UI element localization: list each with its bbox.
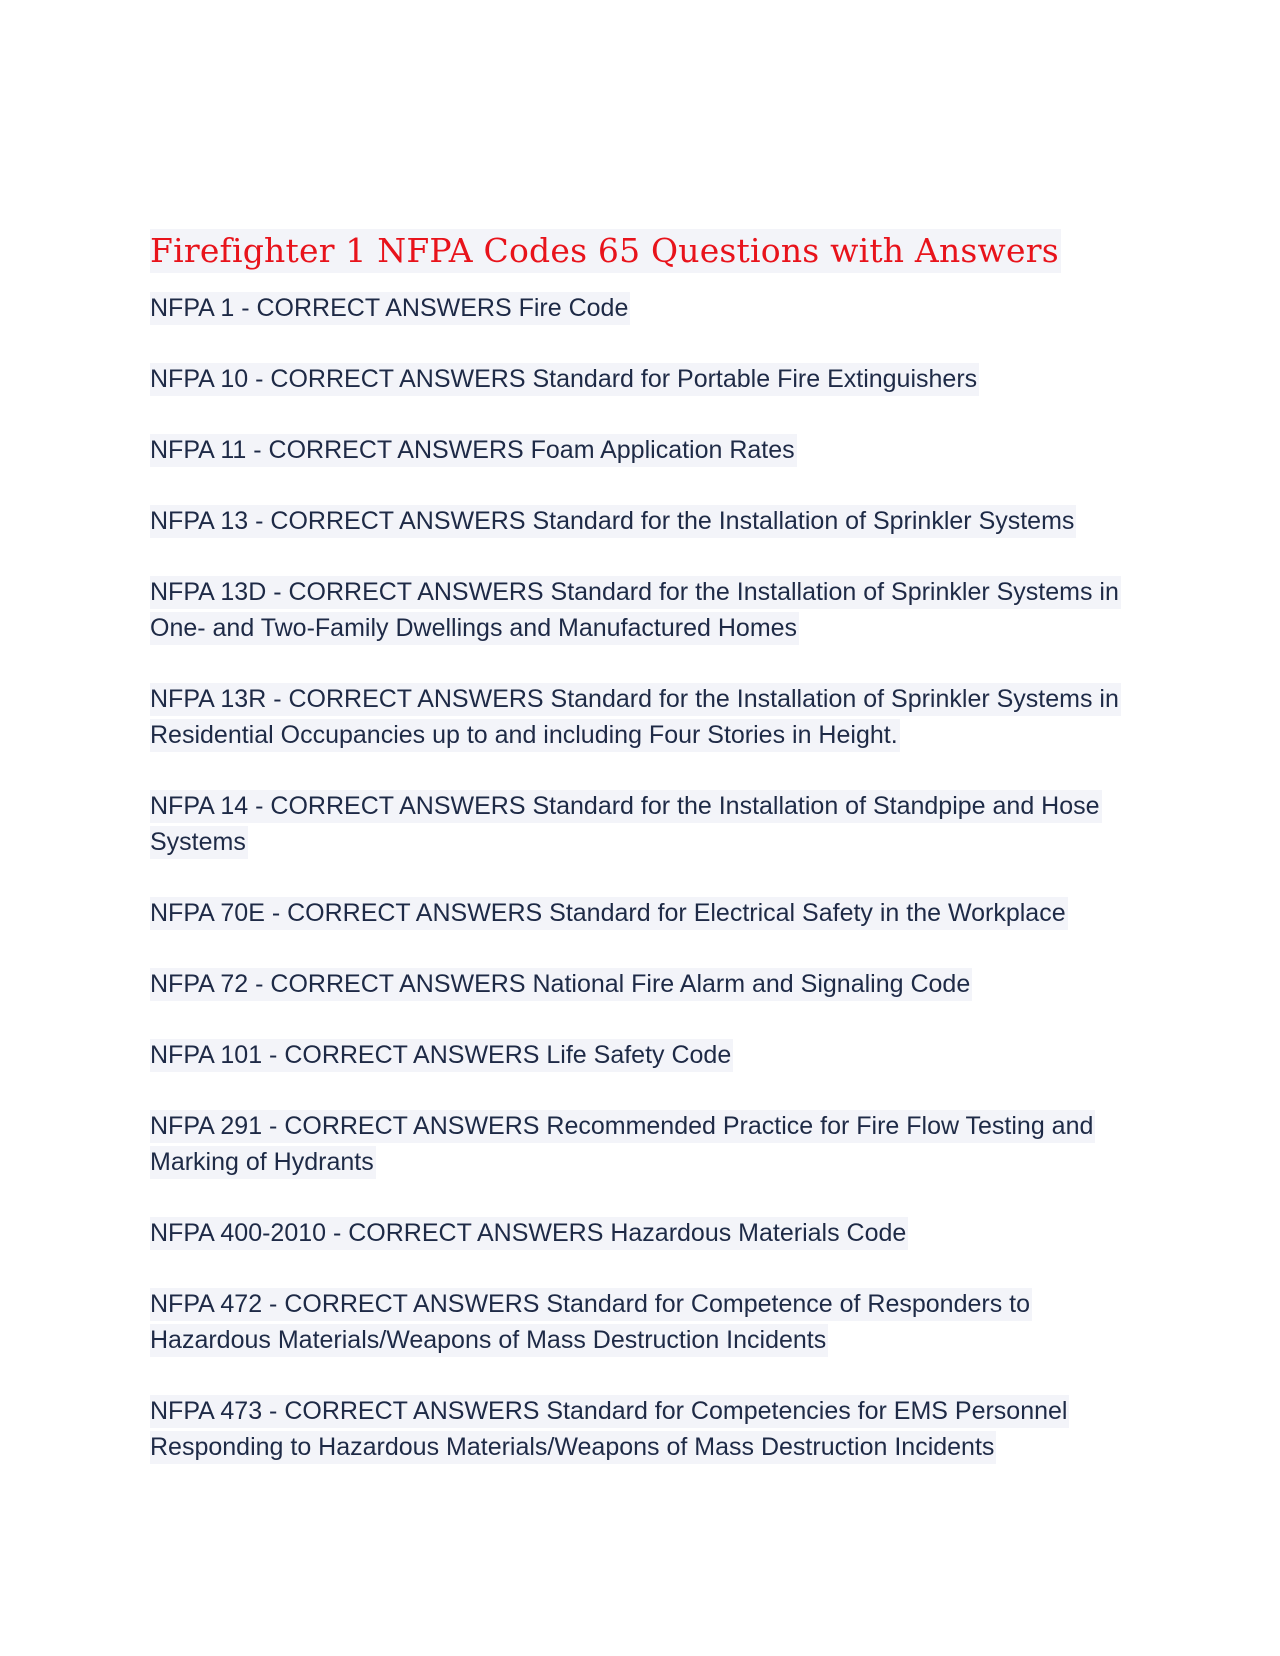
qa-entry-text: NFPA 101 - CORRECT ANSWERS Life Safety Code [150,1039,733,1072]
qa-entry-text: NFPA 473 - CORRECT ANSWERS Standard for Competencies for EMS Personnel Responding to Hazardous Materials/Weapons of Mass Destruction Incidents [150,1395,1069,1464]
qa-entry-text: NFPA 13R - CORRECT ANSWERS Standard for the Installation of Sprinkler Systems in Residential Occupancies up to and including Four Stories in Height. [150,683,1121,752]
qa-entry-nfpa-13r [150,681,1135,753]
qa-entry-nfpa-14 [150,788,1135,860]
document-content [150,228,1135,1500]
qa-entry-nfpa-1 [150,290,1135,326]
qa-entry-nfpa-473 [150,1393,1135,1465]
qa-entry-text: NFPA 472 - CORRECT ANSWERS Standard for Competence of Responders to Hazardous Materials/Weapons of Mass Destruction Incidents [150,1288,1032,1357]
qa-entry-text: NFPA 13D - CORRECT ANSWERS Standard for the Installation of Sprinkler Systems in One- and Two-Family Dwellings and Manufactured Homes [150,576,1121,645]
qa-entry-text: NFPA 72 - CORRECT ANSWERS National Fire Alarm and Signaling Code [150,968,972,1001]
qa-entry-text: NFPA 291 - CORRECT ANSWERS Recommended Practice for Fire Flow Testing and Marking of Hydrants [150,1110,1095,1179]
qa-entry-nfpa-13 [150,503,1135,539]
qa-entry-text: NFPA 14 - CORRECT ANSWERS Standard for the Installation of Standpipe and Hose Systems [150,790,1102,859]
qa-entry-nfpa-291 [150,1108,1135,1180]
qa-entry-text: NFPA 70E - CORRECT ANSWERS Standard for Electrical Safety in the Workplace [150,897,1068,930]
qa-entry-nfpa-101 [150,1037,1135,1073]
qa-entry-text: NFPA 10 - CORRECT ANSWERS Standard for Portable Fire Extinguishers [150,363,979,396]
qa-entry-nfpa-70e [150,895,1135,931]
qa-entry-nfpa-10 [150,361,1135,397]
qa-entry-text: NFPA 11 - CORRECT ANSWERS Foam Application Rates [150,434,797,467]
qa-entry-text: NFPA 13 - CORRECT ANSWERS Standard for the Installation of Sprinkler Systems [150,505,1076,538]
qa-entry-nfpa-13d [150,574,1135,646]
qa-entry-text: NFPA 400-2010 - CORRECT ANSWERS Hazardous Materials Code [150,1217,908,1250]
qa-entry-text: NFPA 1 - CORRECT ANSWERS Fire Code [150,292,630,325]
qa-entry-nfpa-11 [150,432,1135,468]
qa-entry-nfpa-472 [150,1286,1135,1358]
qa-entry-nfpa-400 [150,1215,1135,1251]
document-title [150,228,1135,274]
qa-entry-nfpa-72 [150,966,1135,1002]
document-title-text: Firefighter 1 NFPA Codes 65 Questions with Answers [150,229,1061,273]
